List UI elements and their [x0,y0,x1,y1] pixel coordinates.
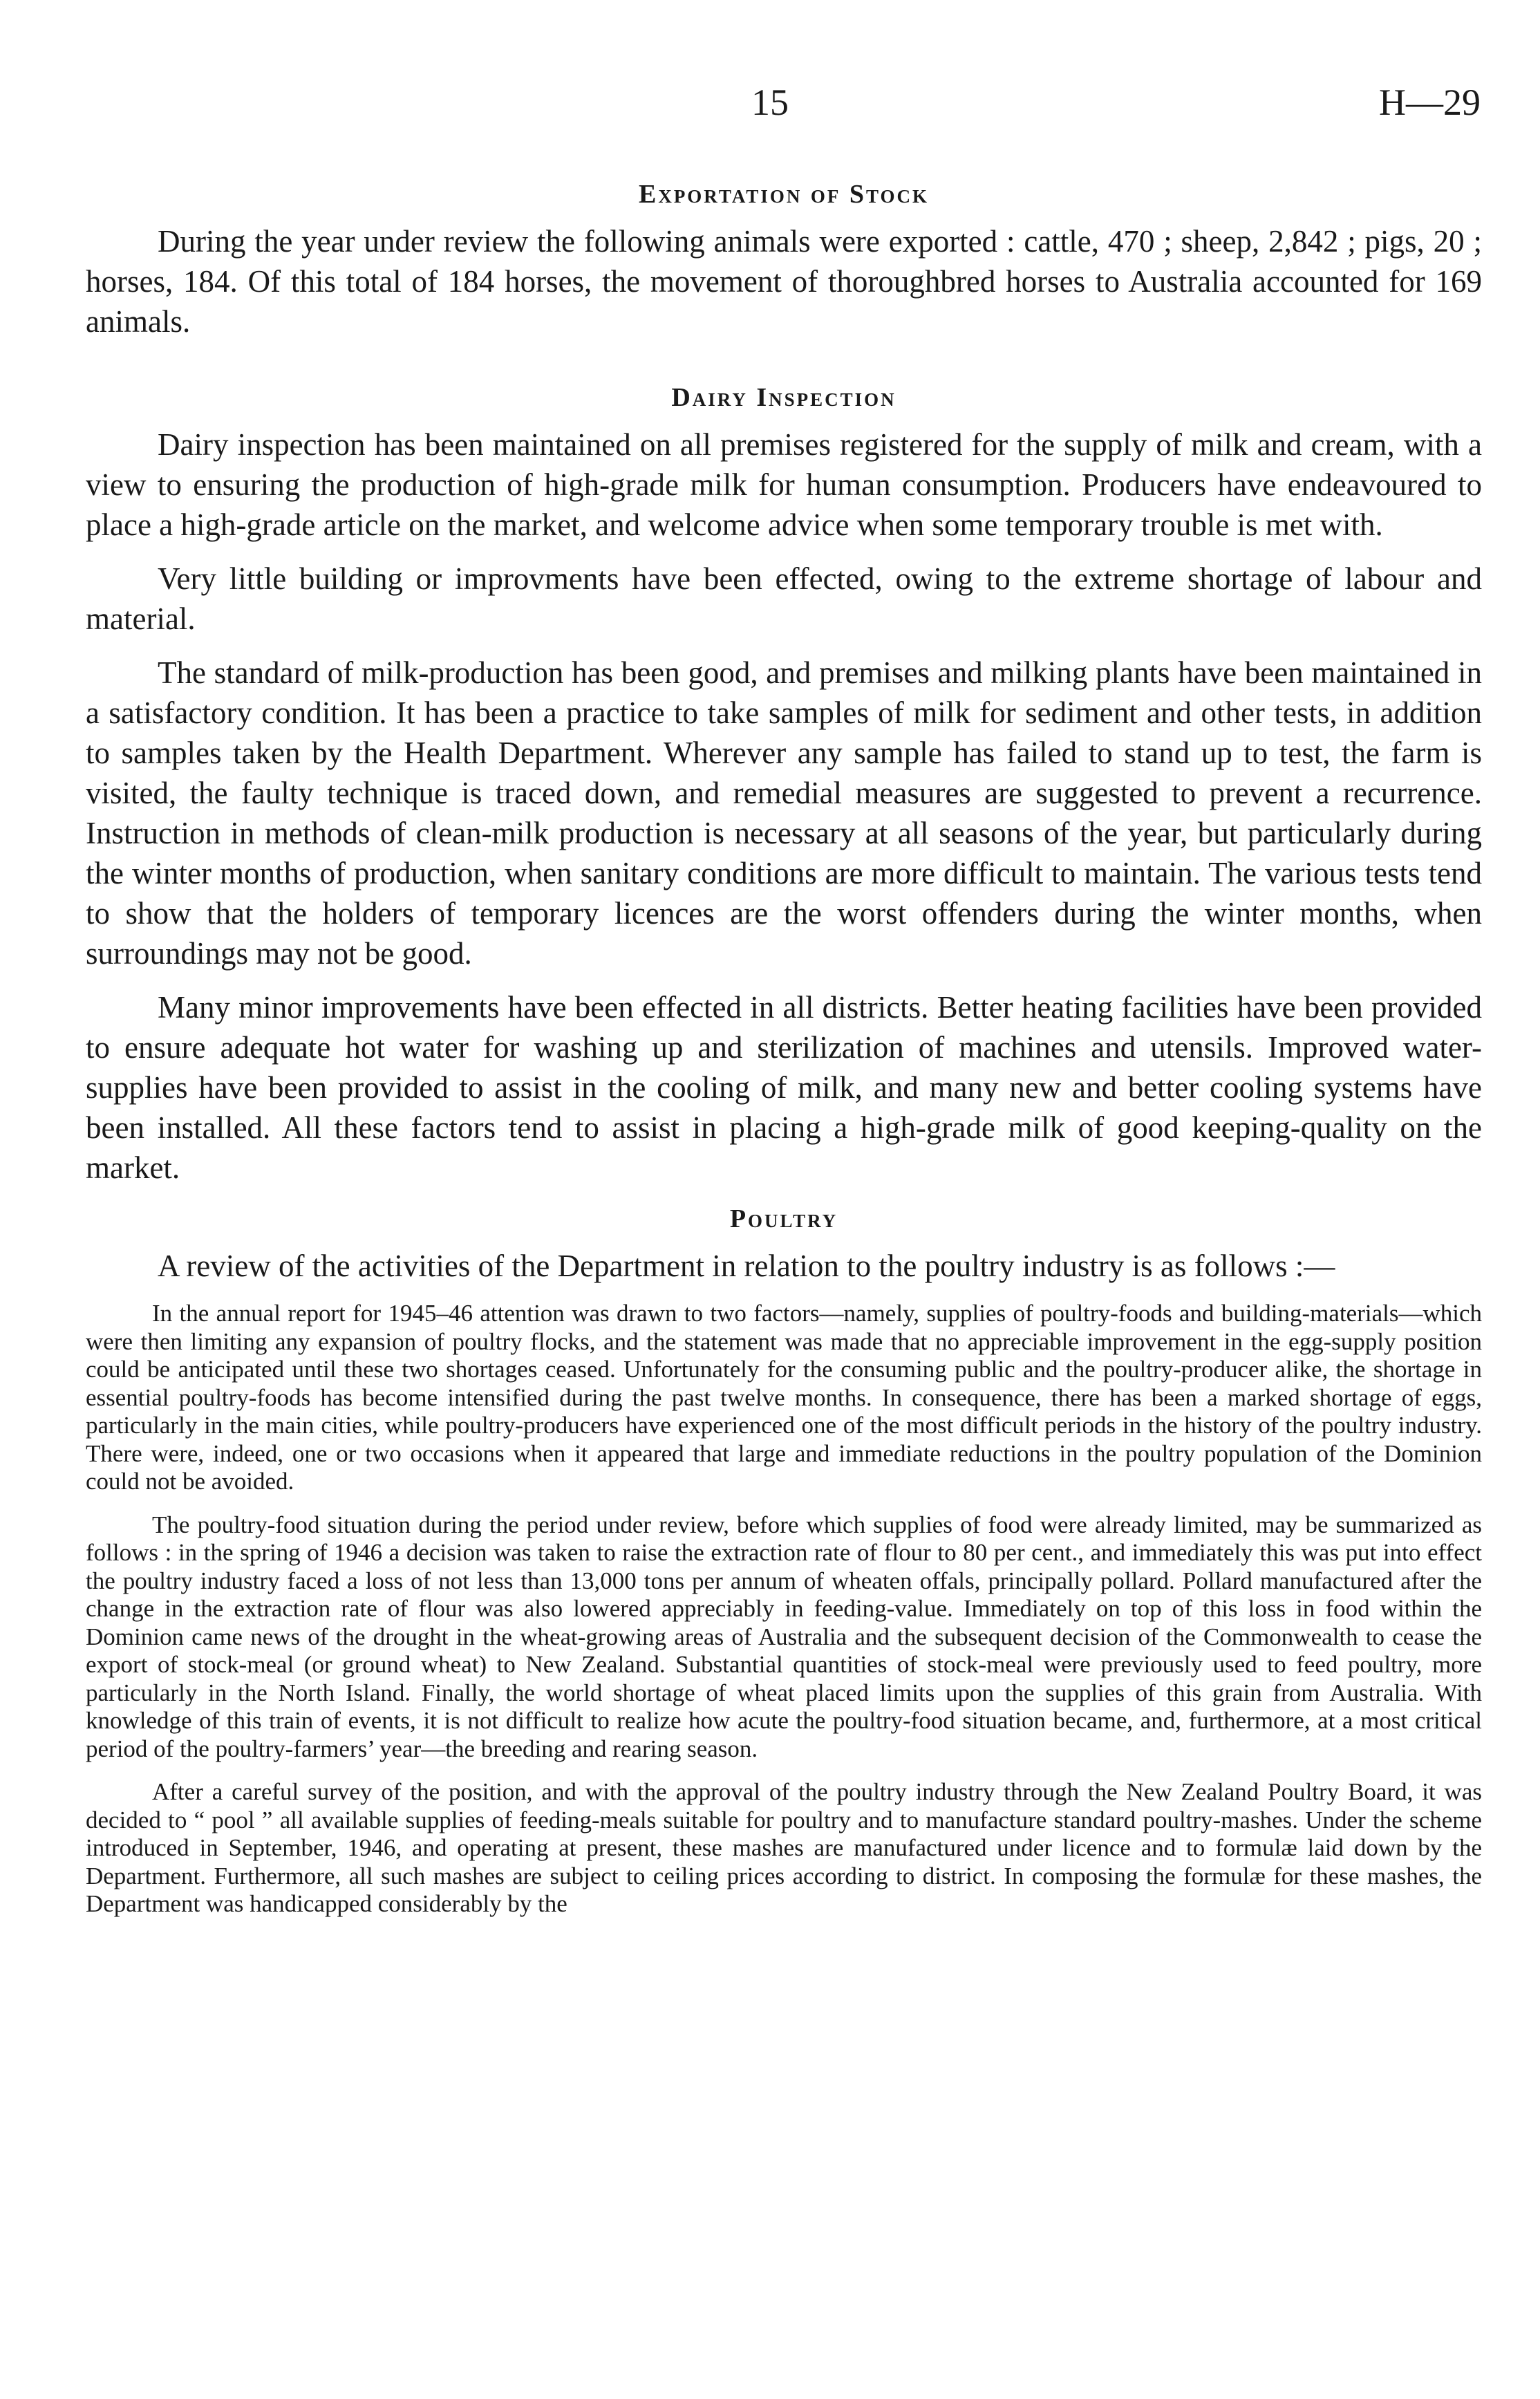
quoted-paragraph: The poultry-food situation during the period under review, before which supplies of food were already limited, may be summarized as follows : in the spring of 1946 a decision was taken to raise the extraction rate of flour to 80 per cent., and immediately this was put into effect the poultry industry faced a loss of not less than 13,000 tons per annum of wheaten offals, principally pollard. Pollard manufactured after the change in the extraction rate of flour was also lowered appreciably in feeding-value. Immediately on top of this loss in food within the Dominion came news of the drought in the wheat-growing areas of Australia and the subsequent decision of the Commonwealth to cease the export of stock-meal (or ground wheat) to New Zealand. Substantial quantities of stock-meal were previously used to feed poultry, more particularly in the North Island. Finally, the world shortage of wheat placed limits upon the supplies of this grain from Australia. With knowledge of this train of events, it is not difficult to realize how acute the poultry-food situation became, and, furthermore, at a most critical period of the poultry-farmers’ year—the breeding and rearing season. [86,1511,1482,1762]
section-poultry [86,1202,1482,1919]
section-dairy-inspection [86,380,1482,1188]
paragraph: A review of the activities of the Department in relation to the poultry industry is as follows :— [158,1249,1335,1283]
section-heading: Dairy Inspection [671,383,896,412]
page-number: 15 [751,82,789,123]
paragraph: Many minor improvements have been effected in all districts. Better heating facilities have been provided to ensure adequate hot water for washing up and sterilization of machines and utensils. Improved water-supplies have been provided to assist in the cooling of milk, and many new and better cooling systems have been installed. All these factors tend to assist in placing a high-grade milk of good keeping-quality on the market. [86,990,1482,1185]
paragraph: Dairy inspection has been maintained on all premises registered for the supply of milk and cream, with a view to ensuring the production of high-grade milk for human consumption. Producers have endeavoured to place a high-grade article on the market, and welcome advice when some temporary trouble is met with. [86,427,1482,542]
section-exportation-of-stock [86,177,1482,342]
quoted-paragraph: In the annual report for 1945–46 attention was drawn to two factors—namely, supplies of poultry-foods and building-materials—which were then limiting any expansion of poultry flocks, and the statement was made that no appreciable improvement in the egg-supply position could be anticipated until these two shortages ceased. Unfortunately for the consuming public and the poultry-producer alike, the shortage in essential poultry-foods has become intensified during the past twelve months. In consequence, there has been a marked shortage of eggs, particularly in the main cities, while poultry-producers have experienced one of the most difficult periods in the history of the poultry industry. There were, indeed, one or two occasions when it appeared that large and immediate reductions in the poultry population of the Dominion could not be avoided. [86,1300,1482,1495]
page-content [86,177,1482,1934]
section-heading: Poultry [729,1204,838,1233]
document-reference: H—29 [1379,82,1481,123]
paragraph: The standard of milk-production has been good, and premises and milking plants have been maintained in a satisfactory condition. It has been a practice to take samples of milk for sediment and other tests, in addition to samples taken by the Health Department. Wherever any sample has failed to stand up to test, the farm is visited, the faulty technique is traced down, and remedial measures are suggested to prevent a recurrence. Instruction in methods of clean-milk production is necessary at all seasons of the year, but particularly during the winter months of production, when sanitary conditions are more difficult to maintain. The various tests tend to show that the holders of temporary licences are the worst offenders during the winter months, when surroundings may not be good. [86,655,1482,971]
quoted-paragraph: After a careful survey of the position, and with the approval of the poultry industry through the New Zealand Poultry Board, it was decided to “ pool ” all available supplies of feeding-meals suitable for poultry and to manufacture standard poultry-mashes. Under the scheme introduced in September, 1946, and operating at present, these mashes are manufactured under licence and to formulæ laid down by the Department. Furthermore, all such mashes are subject to ceiling prices according to district. In composing the formulæ for these mashes, the Department was handicapped considerably by the [86,1778,1482,1917]
paragraph: During the year under review the following animals were exported : cattle, 470 ; sheep, 2,842 ; pigs, 20 ; horses, 184. Of this total of 184 horses, the movement of thoroughbred horses to Australia accounted for 169 animals. [86,224,1482,339]
section-heading: Exportation of Stock [638,180,930,209]
paragraph: Very little building or improvments have been effected, owing to the extreme shortage of labour and material. [86,561,1482,636]
